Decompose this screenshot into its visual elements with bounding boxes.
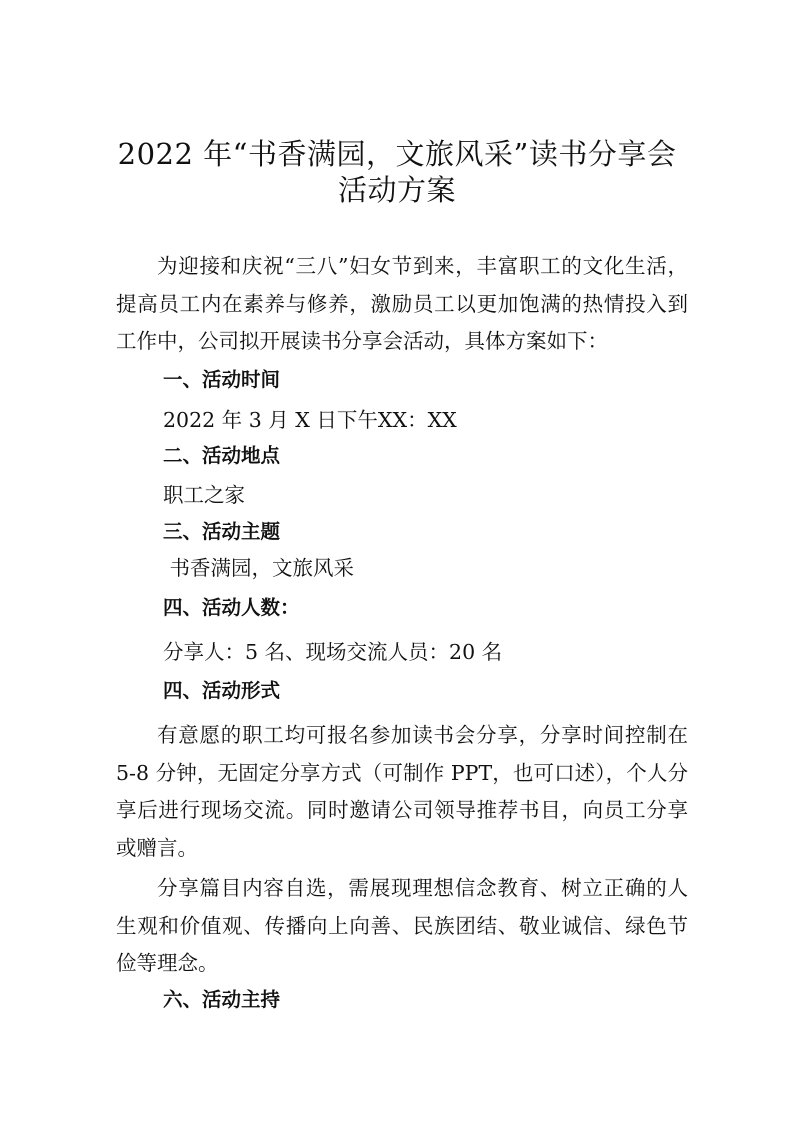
format-paragraph-1: 有意愿的职工均可报名参加读书会分享，分享时间控制在 5-8 分钟，无固定分享方式（可制作 PPT，也可口述），个人分享后进行现场交流。同时邀请公司领导推荐书目，向员工分享或赠言。 (116, 723, 688, 860)
format-paragraph-2: 分享篇目内容自选，需展现理想信念教育、树立正确的人生观和价值观、传播向上向善、民族团结、敬业诚信、绿色节俭等理念。 (116, 876, 688, 975)
section-content-time: 2022 年 3 月 X 日下午XX：XX (163, 408, 457, 432)
section-heading-format: 四、活动形式 (163, 679, 281, 702)
section-content-participants: 分享人：5 名、现场交流人员：20 名 (163, 640, 503, 664)
section-heading-theme: 三、活动主题 (163, 520, 281, 543)
document-title-line-2: 活动方案 (337, 173, 456, 207)
section-heading-time: 一、活动时间 (163, 368, 281, 391)
section-heading-participants: 四、活动人数： (163, 596, 300, 619)
intro-paragraph: 为迎接和庆祝“三八”妇女节到来，丰富职工的文化生活，提高员工内在素养与修养，激励员工以更加饱满的热情投入到工作中，公司拟开展读书分享会活动，具体方案如下： (116, 254, 688, 353)
document-title-line-1: 2022 年“书香满园，文旅风采”读书分享会 (117, 137, 677, 171)
section-heading-host: 六、活动主持 (163, 988, 281, 1011)
section-content-location: 职工之家 (163, 483, 245, 507)
section-content-theme: 书香满园，文旅风采 (163, 556, 355, 580)
section-heading-location: 二、活动地点 (163, 444, 281, 467)
